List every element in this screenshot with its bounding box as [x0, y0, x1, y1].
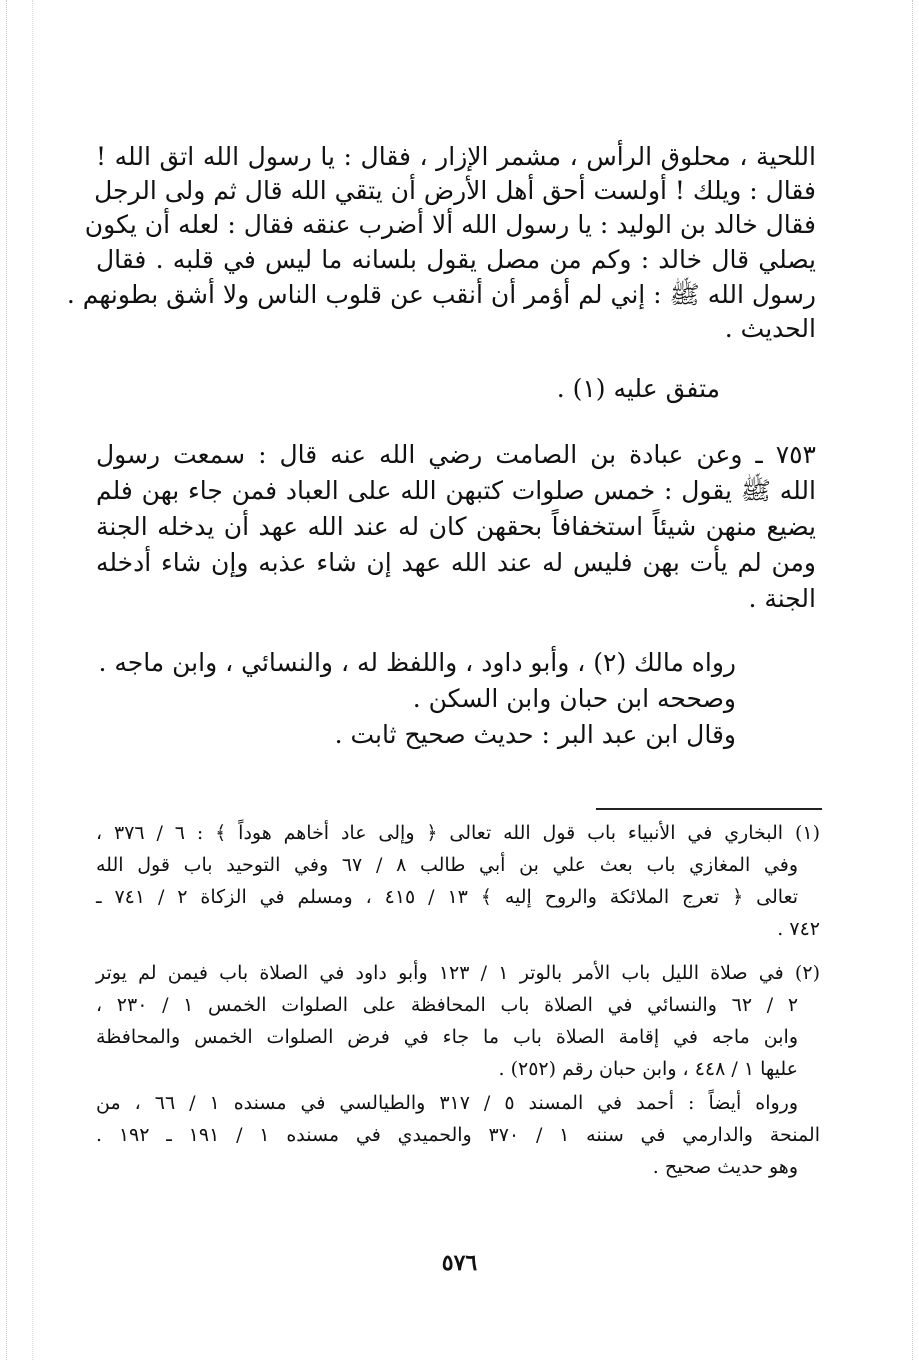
footnote-1-line: وفي المغازي باب بعث علي بن أبي طالب ٨ / ٦٧ وفي التوحيد باب قول الله — [96, 854, 799, 876]
hadith-line: يضيع منهن شيئاً استخفافاً بحقهن كان له عند الله عهد أن يدخله الجنة — [96, 512, 816, 541]
main-line: فقال خالد بن الوليد : يا رسول الله ألا أضرب عنقه فقال : لعله أن يكون — [84, 210, 816, 239]
footnote-divider — [596, 808, 822, 810]
hadith-line: ومن لم يأت بهن فليس له عند الله عهد إن شاء عذبه وإن شاء أدخله — [96, 548, 816, 577]
main-line: اللحية ، محلوق الرأس ، مشمر الإزار ، فقال : يا رسول الله اتق الله ! — [96, 142, 816, 171]
scan-edge-right — [912, 0, 913, 1360]
narration-line: وقال ابن عبد البر : حديث صحيح ثابت . — [334, 720, 736, 749]
footnote-1-line: ٧٤٢ . — [777, 918, 820, 940]
page-number: ٥٧٦ — [441, 1250, 478, 1276]
narration-line: رواه مالك (٢) ، وأبو داود ، واللفظ له ، والنسائي ، وابن ماجه . — [98, 648, 736, 677]
footnote-2-line: المنحة والدارمي في سننه ١ / ٣٧٠ والحميدي في مسنده ١ / ١٩١ ـ ١٩٢ . — [96, 1124, 821, 1146]
footnote-2-line: وابن ماجه في إقامة الصلاة باب ما جاء في فرض الصلوات الخمس والمحافظة — [96, 1026, 798, 1048]
footnote-2-line: عليها ١ / ٤٤٨ ، وابن حبان رقم (٢٥٢) . — [498, 1058, 798, 1080]
footnote-2-line: وهو حديث صحيح . — [652, 1156, 798, 1178]
footnote-2-line: ٢ / ٦٢ والنسائي في الصلاة باب المحافظة على الصلوات الخمس ١ / ٢٣٠ ، — [96, 994, 799, 1016]
footnote-2-line: (٢) في صلاة الليل باب الأمر بالوتر ١ / ١٢٣ وأبو داود في الصلاة باب فيمن لم يوتر — [96, 962, 820, 984]
footnote-2-line: ورواه أيضاً : أحمد في المسند ٥ / ٣١٧ والطيالسي في مسنده ١ / ٦٦ ، من — [96, 1092, 799, 1114]
hadith-line: ٧٥٣ ـ وعن عبادة بن الصامت رضي الله عنه قال : سمعت رسول — [96, 440, 816, 469]
narration-line: وصححه ابن حبان وابن السكن . — [412, 684, 736, 713]
main-line: الحديث . — [724, 314, 816, 343]
main-line: فقال : ويلك ! أولست أحق أهل الأرض أن يتقي الله قال ثم ولى الرجل — [94, 176, 816, 205]
agreed-upon: متفق عليه (١) . — [556, 374, 720, 403]
main-line: يصلي قال خالد : وكم من مصل يقول بلسانه ما ليس في قلبه . فقال — [96, 245, 816, 274]
hadith-line: الجنة . — [748, 584, 816, 613]
footnote-1-line: تعالى ﴿ تعرج الملائكة والروح إليه ﴾ ١٣ / ٤١٥ ، ومسلم في الزكاة ٢ / ٧٤١ ـ — [96, 886, 799, 908]
scan-edge-left — [6, 0, 7, 1360]
hadith-line: الله ﷺ يقول : خمس صلوات كتبهن الله على العباد فمن جاء بهن فلم — [96, 476, 816, 505]
main-line: رسول الله ﷺ : إني لم أؤمر أن أنقب عن قلوب الناس ولا أشق بطونهم . — [66, 280, 816, 309]
scan-edge-inner — [32, 0, 33, 1360]
footnote-1-line: (١) البخاري في الأنبياء باب قول الله تعالى ﴿ وإلى عاد أخاهم هوداً ﴾ : ٦ / ٣٧٦ ، — [96, 822, 821, 844]
